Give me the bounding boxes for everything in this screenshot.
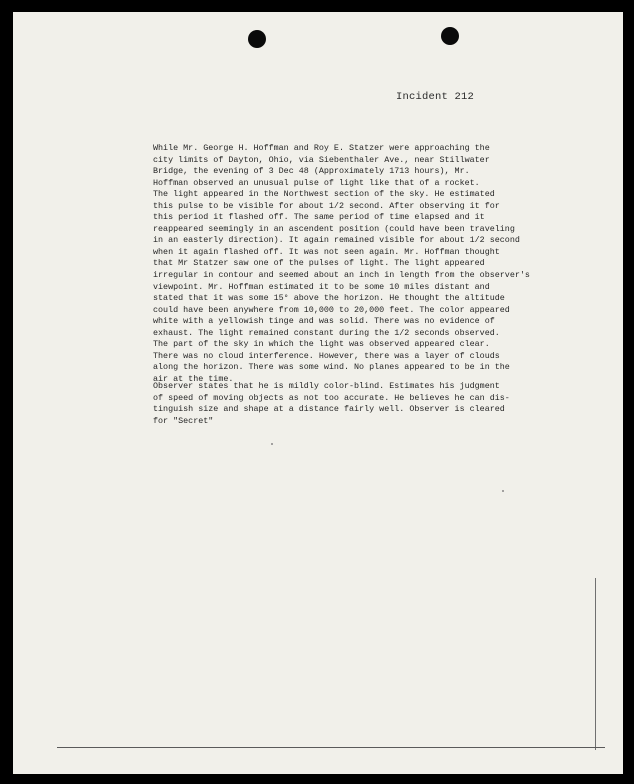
text-line: could have been anywhere from 10,000 to 20,000 feet. The color appeared (153, 304, 510, 315)
report-paragraph-observer-notes (153, 381, 573, 427)
incident-number-header: Incident 212 (396, 91, 475, 103)
text-line: viewpoint. Mr. Hoffman estimated it to be some 10 miles distant and (153, 281, 490, 292)
paper-speck (271, 443, 273, 445)
text-line: for "Secret" (153, 415, 214, 426)
text-line: irregular in contour and seemed about an inch in length from the observer's (153, 270, 530, 281)
text-line: Bridge, the evening of 3 Dec 48 (Approximately 1713 hours), Mr. (153, 166, 470, 177)
text-line: Hoffman observed an unusual pulse of light like that of a rocket. (153, 177, 480, 188)
page-edge-line (595, 578, 596, 750)
text-line: city limits of Dayton, Ohio, via Siebenthaler Ave., near Stillwater (153, 154, 490, 165)
report-paragraph-observation (153, 143, 573, 385)
text-line: in an easterly direction). It again remained visible for about 1/2 second (153, 235, 520, 246)
punch-hole (248, 30, 266, 48)
text-line: exhaust. The light remained constant during the 1/2 seconds observed. (153, 327, 500, 338)
text-line: this period it flashed off. The same period of time elapsed and it (153, 212, 485, 223)
text-line: The light appeared in the Northwest section of the sky. He estimated (153, 189, 495, 200)
text-line: white with a yellowish tinge and was solid. There was no evidence of (153, 316, 495, 327)
punch-hole (441, 27, 459, 45)
page-bottom-line (57, 747, 605, 748)
text-line: this pulse to be visible for about 1/2 second. After observing it for (153, 200, 500, 211)
text-line: that Mr Statzer saw one of the pulses of light. The light appeared (153, 258, 485, 269)
paper-speck (502, 490, 504, 492)
text-line: The part of the sky in which the light was observed appeared clear. (153, 339, 490, 350)
text-line: of speed of moving objects as not too accurate. He believes he can dis- (153, 392, 510, 403)
text-line: reappeared seemingly in an ascendent position (could have been traveling (153, 223, 515, 234)
text-line: when it again flashed off. It was not seen again. Mr. Hoffman thought (153, 246, 500, 257)
text-line: Observer states that he is mildly color-blind. Estimates his judgment (153, 381, 500, 391)
text-line: air at the time. (153, 373, 234, 384)
document-page (13, 12, 623, 774)
text-line: There was no cloud interference. However, there was a layer of clouds (153, 350, 500, 361)
text-line: along the horizon. There was some wind. No planes appeared to be in the (153, 362, 510, 373)
text-line: stated that it was some 15° above the horizon. He thought the altitude (153, 293, 505, 304)
text-line: While Mr. George H. Hoffman and Roy E. Statzer were approaching the (153, 143, 490, 153)
text-line: tinguish size and shape at a distance fairly well. Observer is cleared (153, 404, 505, 415)
